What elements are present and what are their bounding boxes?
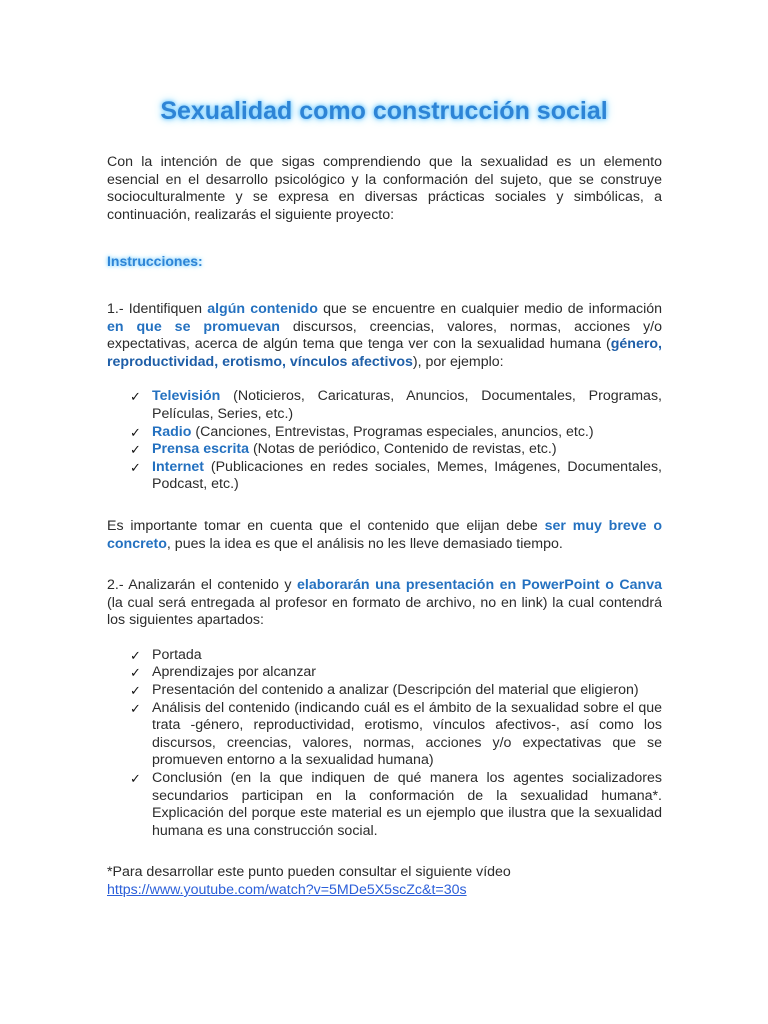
sections-list xyxy=(107,647,662,841)
media-desc: (Notas de periódico, Contenido de revistas, etc.) xyxy=(249,441,557,458)
section-label: Conclusión (en la que indiquen de qué manera los agentes socializadores secundarios participan en la conformación de la sexualidad humana*. Explicación del porque este material es un ejemplo que ilustra que la sexualidad humana es una construcción social. xyxy=(152,770,662,839)
step2-paragraph xyxy=(107,577,662,630)
step1-text-a: 1.- Identifiquen xyxy=(107,300,208,317)
section-label: Portada xyxy=(152,646,202,663)
step1-paragraph xyxy=(107,301,662,371)
video-link[interactable]: https://www.youtube.com/watch?v=5MDe5X5scZc&t=30s xyxy=(107,882,467,898)
list-item xyxy=(107,647,662,665)
step2-text-c: (la cual será entregada al profesor en formato de archivo, no en link) la cual contendrá los siguientes apartados: xyxy=(107,594,662,629)
media-name: Prensa escrita xyxy=(152,441,250,458)
check-icon: ✓ xyxy=(130,459,141,475)
instructions-heading: Instrucciones: xyxy=(107,253,203,270)
step1-text-e: discursos, creencias, valores, normas, acciones y/o expectativas, acerca de algún tema que tenga ver con la sexualidad humana ( xyxy=(107,318,663,353)
section-label: Presentación del contenido a analizar (Descripción del material que eligieron) xyxy=(152,682,639,699)
media-list xyxy=(107,388,662,494)
note-text-c: , pues la idea es que el análisis no les lleve demasiado tiempo. xyxy=(166,535,563,552)
media-name: Televisión xyxy=(152,388,221,405)
instructions-heading-wrap xyxy=(107,253,662,272)
check-icon: ✓ xyxy=(130,389,141,405)
note-highlight: ser muy breve o concreto xyxy=(107,517,662,552)
step2-highlight: elaborarán una presentación en PowerPoint o Canva xyxy=(297,577,662,594)
intro-paragraph: Con la intención de que sigas comprendiendo que la sexualidad es un elemento esencial en el desarrollo psicológico y la conformación del sujeto, que se construye socioculturalmente y se expresa en diversas prácticas sociales y simbólicas, a continuación, realizarás el siguiente proyecto: xyxy=(107,154,662,223)
step1-highlight-topics: género, reproductividad, erotismo, vínculos afectivos xyxy=(107,336,662,370)
media-desc: (Publicaciones en redes sociales, Memes, Imágenes, Documentales, Podcast, etc.) xyxy=(152,458,662,493)
list-item xyxy=(107,682,662,700)
note-text-a: Es importante tomar en cuenta que el contenido que elijan debe xyxy=(107,517,545,534)
list-item xyxy=(107,424,662,442)
media-name: Radio xyxy=(152,423,192,440)
section-label: Análisis del contenido (indicando cuál es el ámbito de la sexualidad sobre el que trata -género, reproductividad, erotismo, vínculos afectivos-, así como los discursos, creencias, valores, normas, acciones y/o expectativas que se promueven entorno a la sexualidad humana) xyxy=(152,699,662,769)
media-desc: (Noticieros, Caricaturas, Anuncios, Documentales, Programas, Películas, Series, etc.) xyxy=(152,388,662,422)
check-icon: ✓ xyxy=(130,647,141,663)
check-icon: ✓ xyxy=(130,771,141,787)
check-icon: ✓ xyxy=(130,700,141,716)
check-icon: ✓ xyxy=(130,442,141,458)
list-item xyxy=(107,770,662,840)
step2-text-a: 2.- Analizarán el contenido y xyxy=(107,577,298,594)
page-title: Sexualidad como construcción social xyxy=(160,97,608,125)
step1-highlight-promote: en que se promuevan xyxy=(107,318,280,335)
step1-highlight-content: algún contenido xyxy=(207,300,318,317)
step1-text-c: que se encuentre en cualquier medio de información xyxy=(317,300,663,317)
list-item xyxy=(107,664,662,682)
check-icon: ✓ xyxy=(130,683,141,699)
step1-text-g: ), por ejemplo: xyxy=(412,353,504,370)
media-name: Internet xyxy=(152,458,205,475)
list-item xyxy=(107,441,662,459)
section-label: Aprendizajes por alcanzar xyxy=(152,664,317,681)
media-desc: (Canciones, Entrevistas, Programas especiales, anuncios, etc.) xyxy=(191,423,594,440)
list-item xyxy=(107,459,662,494)
list-item xyxy=(107,388,662,423)
footnote-paragraph xyxy=(107,864,662,899)
check-icon: ✓ xyxy=(130,665,141,681)
check-icon: ✓ xyxy=(130,424,141,440)
note-paragraph xyxy=(107,518,662,553)
list-item xyxy=(107,700,662,770)
footnote-text: *Para desarrollar este punto pueden consultar el siguiente vídeo xyxy=(107,864,511,881)
document-body xyxy=(107,154,662,900)
